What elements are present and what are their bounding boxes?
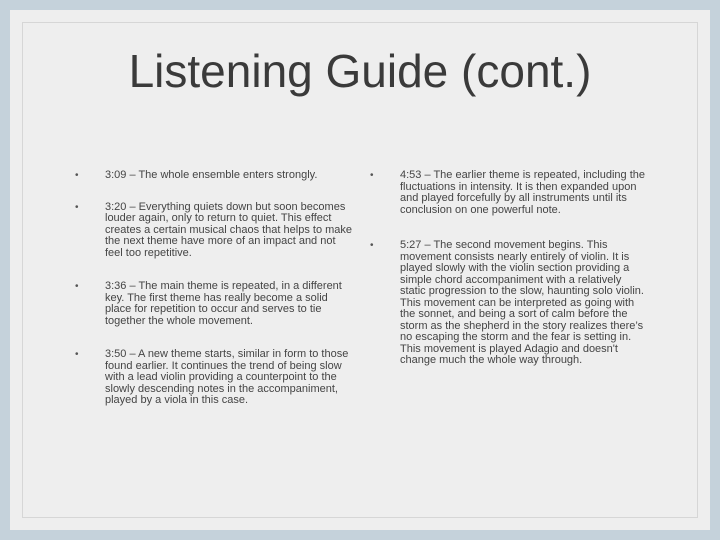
- bullet-icon: •: [75, 281, 79, 292]
- list-item-text: 3:50 – A new theme starts, similar in form to those found earlier. It continues the trend of being slow with a lead violin providing a counterpoint to the slowly descending notes in the accompaniment, played by a viola in this case.: [105, 348, 349, 406]
- list-item-text: 3:09 – The whole ensemble enters strongly.: [105, 169, 318, 181]
- list-item: [75, 170, 355, 182]
- right-column: [370, 170, 645, 367]
- bullet-icon: •: [75, 349, 79, 360]
- bullet-icon: •: [370, 170, 374, 181]
- list-item-text: 4:53 – The earlier theme is repeated, including the fluctuations in intensity. It is then expanded upon and played forcefully by all instruments until its conclusion on one powerful note.: [400, 169, 646, 216]
- bullet-icon: •: [75, 201, 79, 213]
- list-item: [75, 349, 355, 407]
- bullet-icon: •: [75, 170, 79, 181]
- list-item: [370, 170, 645, 216]
- left-column: [75, 170, 355, 407]
- list-item: [75, 202, 355, 260]
- list-item: [370, 240, 645, 367]
- slide-title: Listening Guide (cont.): [128, 45, 592, 97]
- list-item-text: 3:36 – The main theme is repeated, in a different key. The first theme has really become a solid place for repetition to occur and serves to tie together the whole movement.: [105, 280, 342, 327]
- list-item-text: 5:27 – The second movement begins. This movement consists nearly entirely of violin. It is played slowly with the violin section providing a simple chord accompaniment with a relatively static progression to the slow, haunting solo violin. This movement can be interpreted as going with the sonnet, and being a sort of calm before the storm as the shepherd in the story realizes there’s no escaping the storm and the fear is setting in. This movement is played Adagio and doesn't change much the whole way through.: [400, 239, 644, 366]
- list-item: [75, 281, 355, 327]
- bullet-icon: •: [370, 240, 374, 251]
- list-item-text: 3:20 – Everything quiets down but soon becomes louder again, only to return to quiet. This effect creates a certain musical chaos that helps to make the next theme have more of an impact and not feel too repetitive.: [105, 200, 353, 259]
